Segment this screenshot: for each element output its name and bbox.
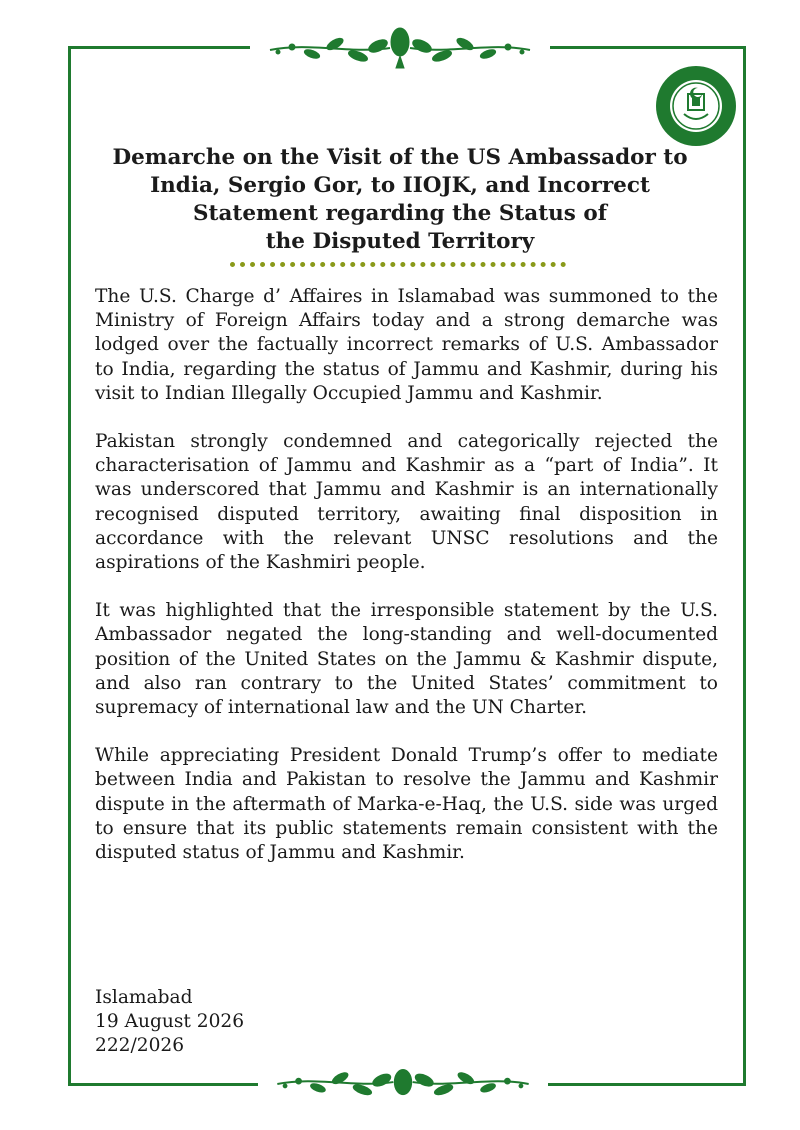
ministry-seal (654, 64, 738, 148)
floral-ornament-icon (250, 20, 550, 76)
document-title (100, 144, 700, 256)
top-floral-ornament (250, 20, 550, 76)
paragraph: It was highlighted that the irresponsible statement by the U.S. Ambassador negated the long-standing and well-documented position of the United States on the Jammu & Kashmir dispute, and also ran contrary to the United States’ commitment to supremacy of international law and the UN Charter. (95, 600, 718, 719)
title-line: Demarche on the Visit of the US Ambassador to (112, 145, 688, 170)
paragraph: Pakistan strongly condemned and categorically rejected the characterisation of Jammu and Kashmir as a “part of India”. It was underscored that Jammu and Kashmir is an internationally recognised disputed territory, awaiting final disposition in accordance with the relevant UNSC resolutions and the aspirations of the Kashmiri people. (95, 431, 718, 574)
paragraph: The U.S. Charge d’ Affaires in Islamabad was summoned to the Ministry of Foreign Affairs today and a strong demarche was lodged over the factually incorrect remarks of U.S. Ambassador to India, regarding the status of Jammu and Kashmir, during his visit to Indian Illegally Occupied Jammu and Kashmir. (95, 286, 718, 404)
title-line: India, Sergio Gor, to IIOJK, and Incorrect (150, 173, 650, 198)
title-line: Statement regarding the Status of (193, 201, 607, 226)
footer-place: Islamabad (95, 987, 193, 1008)
document-footer (95, 986, 395, 1058)
bottom-floral-ornament (258, 1056, 548, 1112)
footer-reference-number: 222/2026 (95, 1035, 185, 1056)
statement-body (95, 285, 718, 889)
dotted-divider (230, 262, 566, 275)
floral-ornament-icon (258, 1056, 548, 1112)
paragraph: While appreciating President Donald Trump’s offer to mediate between India and Pakistan to resolve the Jammu and Kashmir dispute in the aftermath of Marka-e-Haq, the U.S. side was urged to ensure that its public statements remain consistent with the disputed status of Jammu and Kashmir. (95, 745, 718, 864)
title-line: the Disputed Territory (265, 229, 535, 254)
footer-date: 19 August 2026 (95, 1011, 245, 1032)
ministry-emblem-icon (654, 64, 738, 148)
